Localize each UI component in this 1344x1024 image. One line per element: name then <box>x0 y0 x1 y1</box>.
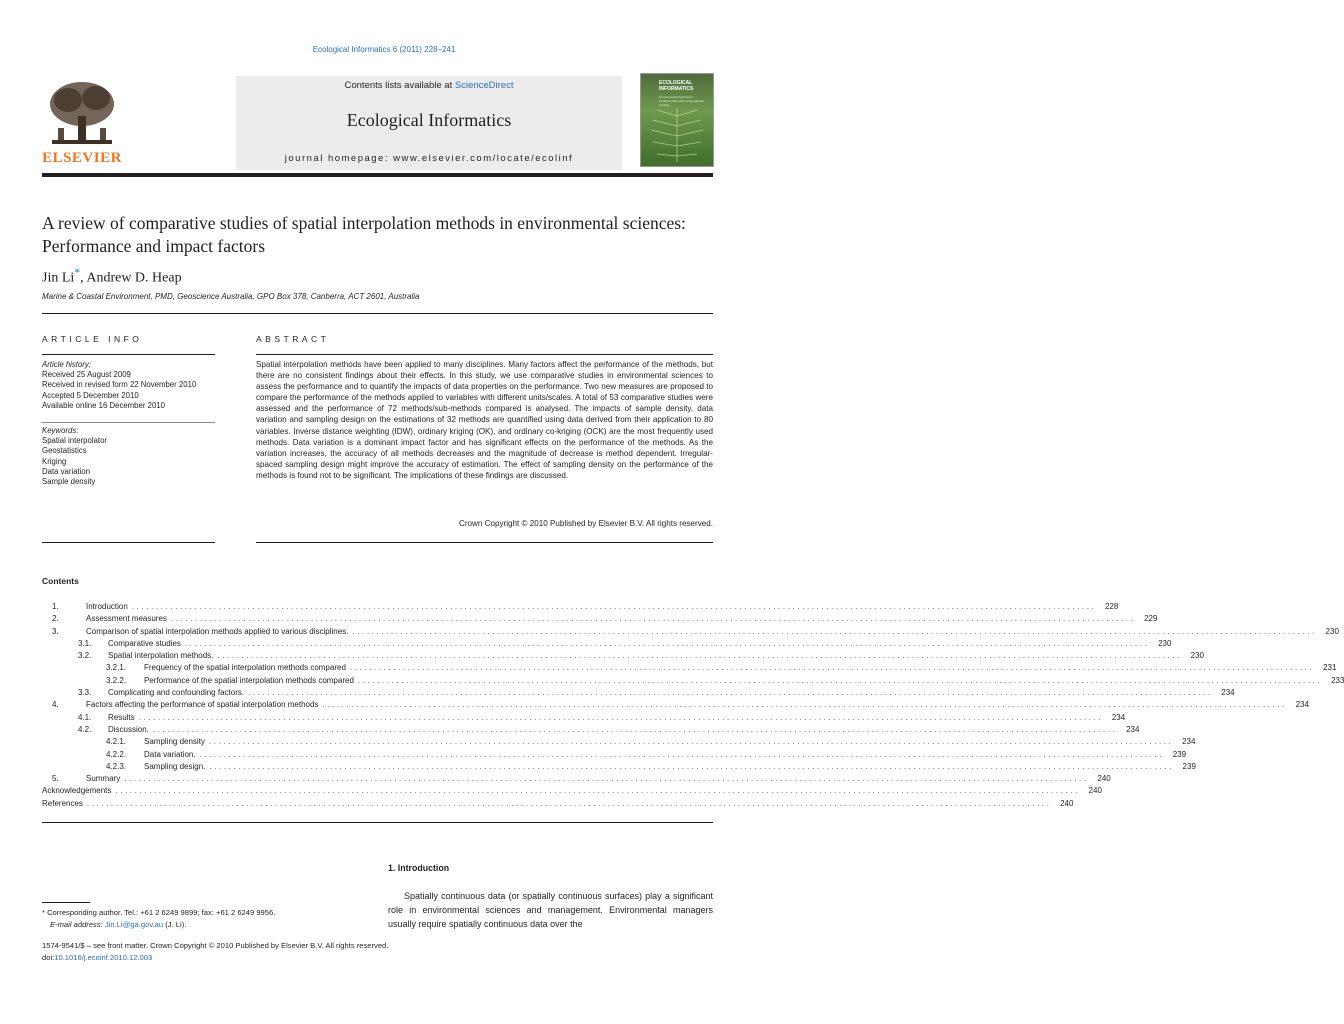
abstract-bottom-rule <box>256 542 713 543</box>
toc-leader-dots: ........................................................................................................................................................................................................ <box>124 774 1089 784</box>
journal-homepage-link[interactable]: journal homepage: www.elsevier.com/locate/ecolinf <box>284 153 574 164</box>
cover-title: ECOLOGICAL INFORMATICS <box>659 80 694 92</box>
toc-entry-number: 3.3. <box>78 688 92 698</box>
toc-entry[interactable] <box>42 614 1158 626</box>
elsevier-wordmark: ELSEVIER <box>42 150 122 166</box>
keywords <box>42 426 215 487</box>
toc-entry-number: 4.2.3. <box>106 761 127 771</box>
toc-entry-number: 4. <box>52 700 59 710</box>
toc-entry[interactable] <box>42 638 1172 651</box>
footnote-rule <box>42 902 90 903</box>
footnote <box>42 907 362 930</box>
toc-entry-title[interactable]: Sampling density <box>144 737 205 747</box>
abstract-text: Spatial interpolation methods have been applied to many disciplines. Many factors affect the performance of the methods, but there are no consistent findings about their effects. In this study, we use comparative studies in environmental sciences to assess the performance and to quantify the impacts of data properties on the performance. Two new measures are proposed to compare the performance of the methods applied to variables with different units/scales. A total of 53 comparative studies were assessed and the performance of 72 methods/sub-methods compared is analysed. The impacts of sample density, data variation and sampling design on the estimations of 32 methods are quantified using data derived from their application to 80 variables. Inverse distance weighting (IDW), ordinary kriging (OK), and ordinary co-kriging (OCK) are the most frequently used methods. Data variation is a dominant impact factor and has significant effects on the performance of the methods. As the variation increases, the accuracy of all methods decreases and the magnitude of decrease is method dependent. Irregular-spaced sampling design might improve the accuracy of estimation. The effect of sampling density on the performance of the methods is found not to be significant. The implications of these findings are discussed. <box>256 360 713 480</box>
keyword-item: Sample density <box>42 477 96 487</box>
toc-leader-dots: ........................................................................................................................................................................................................ <box>248 688 1213 698</box>
keyword-item: Geostatistics <box>42 446 87 456</box>
toc-leader-dots: ........................................................................................................................................................................................................ <box>349 663 1315 673</box>
toc-entry-page[interactable]: 230 <box>1325 626 1339 636</box>
issn-line: 1574-9541/$ – see front matter. Crown Copyright © 2010 Published by Elsevier B.V. All rights reserved. <box>42 941 389 950</box>
toc-entry-title[interactable]: Frequency of the spatial interpolation methods compared <box>144 663 346 673</box>
toc-entry[interactable] <box>42 749 1187 762</box>
toc-entry-page[interactable]: 228 <box>1104 602 1119 611</box>
toc-leader-dots: ........................................................................................................................................................................................................ <box>209 761 1174 771</box>
abstract-heading: ABSTRACT <box>256 334 330 344</box>
toc-entry[interactable] <box>42 688 1235 700</box>
toc-entry-number: 4.1. <box>78 712 92 722</box>
table-of-contents <box>42 602 1344 811</box>
toc-leader-dots: ........................................................................................................................................................................................................ <box>115 786 1080 796</box>
fern-icon <box>647 108 707 162</box>
toc-entry-page[interactable]: 229 <box>1144 614 1158 624</box>
toc-entry-title[interactable]: Discussion. <box>108 724 149 734</box>
toc-leader-dots: ........................................................................................................................................................................................................ <box>86 798 1052 808</box>
abstract-copyright: Crown Copyright © 2010 Published by Elsevier B.V. All rights reserved. <box>459 519 713 528</box>
email-line <box>42 919 362 931</box>
front-matter <box>42 940 388 963</box>
history-accepted: Accepted 5 December 2010 <box>42 390 139 400</box>
corresponding-author-note: * Corresponding author. Tel.: +61 2 6249 9899; fax: +61 2 6249 9956. <box>42 908 276 917</box>
journal-cover-image <box>640 73 714 167</box>
toc-entry-title[interactable]: Factors affecting the performance of spatial interpolation methods <box>86 700 319 710</box>
header-rule <box>42 173 713 177</box>
article-info-bottom-rule <box>42 542 215 543</box>
toc-entry-page[interactable]: 240 <box>1097 774 1111 784</box>
toc-entry[interactable] <box>42 737 1196 749</box>
toc-entry[interactable] <box>42 712 1126 725</box>
keyword-item: Spatial interpolator <box>42 436 108 446</box>
affiliation: Marine & Coastal Environment, PMD, Geoscience Australia, GPO Box 378, Canberra, ACT 2601, Australia <box>42 292 420 301</box>
toc-leader-dots: ........................................................................................................................................................................................................ <box>170 614 1136 624</box>
authors-line <box>42 266 182 287</box>
toc-entry-number: 3.1. <box>78 638 92 648</box>
introduction-text: Spatially continuous data (or spatially continuous surfaces) play a significant role in environmental sciences and management. Environmental managers usually require spatially continuous data over the <box>388 891 713 929</box>
toc-entry-title[interactable]: Acknowledgements <box>42 786 112 796</box>
toc-entry-page[interactable]: 234 <box>1182 737 1196 747</box>
toc-entry-title[interactable]: Complicating and confounding factors. <box>108 688 245 698</box>
toc-entry-number: 4.2.2. <box>106 749 127 759</box>
toc-leader-dots: ........................................................................................................................................................................................................ <box>184 638 1150 648</box>
toc-entry-page[interactable]: 231 <box>1323 663 1337 673</box>
toc-entry[interactable] <box>42 761 1196 774</box>
doi-line <box>42 952 388 964</box>
toc-entry-number: 4.2. <box>78 724 92 734</box>
doi-link[interactable]: 10.1016/j.ecoinf.2010.12.003 <box>54 952 153 962</box>
toc-entry-title[interactable]: Assessment measures <box>86 614 167 624</box>
contents-available-line <box>236 80 622 91</box>
article-info-heading: ARTICLE INFO <box>42 334 143 344</box>
toc-entry-page[interactable]: 230 <box>1190 651 1204 661</box>
toc-leader-dots: ........................................................................................................................................................................................................ <box>208 737 1174 747</box>
doi-prefix: doi: <box>42 952 55 962</box>
keyword-item: Kriging <box>42 456 67 466</box>
toc-entry-title[interactable]: Results <box>108 712 135 722</box>
article-history-label: Article history: <box>42 360 91 369</box>
toc-entry-page[interactable]: 234 <box>1111 712 1126 722</box>
toc-entry-page[interactable]: 234 <box>1126 724 1140 734</box>
toc-entry[interactable] <box>42 798 1074 811</box>
toc-entry[interactable] <box>42 663 1337 675</box>
history-revised: Received in revised form 22 November 2010 <box>42 380 197 390</box>
toc-entry-number: 3. <box>52 626 59 636</box>
corresponding-author-star[interactable]: * <box>74 266 81 279</box>
keyword-item: Data variation <box>42 466 91 476</box>
contents-heading: Contents <box>42 576 79 586</box>
journal-reference[interactable]: Ecological Informatics 6 (2011) 228–241 <box>312 45 456 54</box>
email-link[interactable]: Jin.Li@ga.gov.au <box>104 919 164 929</box>
toc-entry-title[interactable]: Comparison of spatial interpolation methods applied to various disciplines. <box>86 626 349 636</box>
toc-entry-number: 3.2. <box>78 651 92 661</box>
tree-icon <box>40 78 124 150</box>
article-title: A review of comparative studies of spatial interpolation methods in environmental sciences: Performance and impact factors <box>42 213 686 256</box>
toc-entry-number: 4.2.1. <box>106 737 127 747</box>
contents-prefix: Contents lists available at <box>344 80 455 91</box>
toc-entry-title[interactable]: Performance of the spatial interpolation methods compared <box>144 675 354 685</box>
introduction-heading: 1. Introduction <box>388 863 450 873</box>
contents-rule <box>42 822 713 823</box>
toc-entry-title[interactable]: Introduction <box>86 602 128 611</box>
toc-entry-number: 5. <box>52 774 59 784</box>
toc-entry-title[interactable]: Spatial interpolation methods. <box>108 651 214 661</box>
toc-entry[interactable] <box>42 774 1111 786</box>
cover-subtitle: an international journal on ecoinformatics and computational ecology <box>659 95 704 107</box>
email-label: E-mail address: <box>50 919 103 929</box>
toc-entry-title[interactable]: Data variation. <box>144 749 196 759</box>
toc-entry-title[interactable]: Summary <box>86 774 121 784</box>
sciencedirect-link[interactable]: ScienceDirect <box>454 80 514 91</box>
title-rule <box>42 313 713 314</box>
toc-entry-page[interactable]: 234 <box>1295 700 1309 710</box>
toc-entry[interactable] <box>42 651 1204 663</box>
toc-entry[interactable] <box>42 602 1119 614</box>
toc-entry-page[interactable]: 230 <box>1158 638 1172 648</box>
toc-entry[interactable] <box>42 626 1339 639</box>
toc-entry[interactable] <box>42 724 1140 737</box>
toc-leader-dots: ........................................................................................................................................................................................................ <box>152 724 1118 734</box>
toc-entry-title[interactable]: References <box>42 798 83 808</box>
keywords-label: Keywords: <box>42 426 79 435</box>
toc-entry[interactable] <box>42 700 1309 712</box>
toc-leader-dots: ........................................................................................................................................................................................................ <box>217 651 1182 661</box>
author-jin-li[interactable]: Jin Li <box>42 270 75 286</box>
author-andrew-heap[interactable]: , Andrew D. Heap <box>80 270 182 286</box>
toc-leader-dots: ........................................................................................................................................................................................................ <box>131 602 1097 611</box>
toc-entry-page[interactable]: 240 <box>1060 798 1074 808</box>
history-received: Received 25 August 2009 <box>42 370 131 380</box>
toc-entry-number: 3.2.2. <box>106 675 127 685</box>
toc-entry-number: 2. <box>52 614 59 624</box>
toc-entry-page[interactable]: 240 <box>1088 786 1102 796</box>
toc-entry-number: 1. <box>52 602 59 611</box>
toc-leader-dots: ........................................................................................................................................................................................................ <box>199 749 1165 759</box>
history-online: Available online 16 December 2010 <box>42 400 165 410</box>
toc-leader-dots: ........................................................................................................................................................................................................ <box>357 675 1323 685</box>
toc-leader-dots: ........................................................................................................................................................................................................ <box>322 700 1287 710</box>
toc-leader-dots: ........................................................................................................................................................................................................ <box>352 626 1317 636</box>
abstract-rule <box>256 354 713 355</box>
toc-entry[interactable] <box>42 786 1102 798</box>
toc-entry-title[interactable]: Comparative studies <box>108 638 181 648</box>
article-info-rule <box>42 354 215 355</box>
toc-entry-page[interactable]: 234 <box>1221 688 1235 698</box>
keywords-rule <box>42 422 215 423</box>
journal-title: Ecological Informatics <box>346 110 512 130</box>
toc-entry-page[interactable]: 239 <box>1172 749 1187 759</box>
toc-leader-dots: ........................................................................................................................................................................................................ <box>138 712 1104 722</box>
toc-entry-page[interactable]: 239 <box>1182 761 1196 771</box>
toc-entry-number: 3.2.1. <box>106 663 127 673</box>
toc-entry-page[interactable]: 233 <box>1331 675 1344 685</box>
email-suffix: (J. Li). <box>163 919 187 929</box>
toc-entry[interactable] <box>42 675 1344 688</box>
toc-entry-title[interactable]: Sampling design. <box>144 761 206 771</box>
article-history <box>42 360 215 411</box>
